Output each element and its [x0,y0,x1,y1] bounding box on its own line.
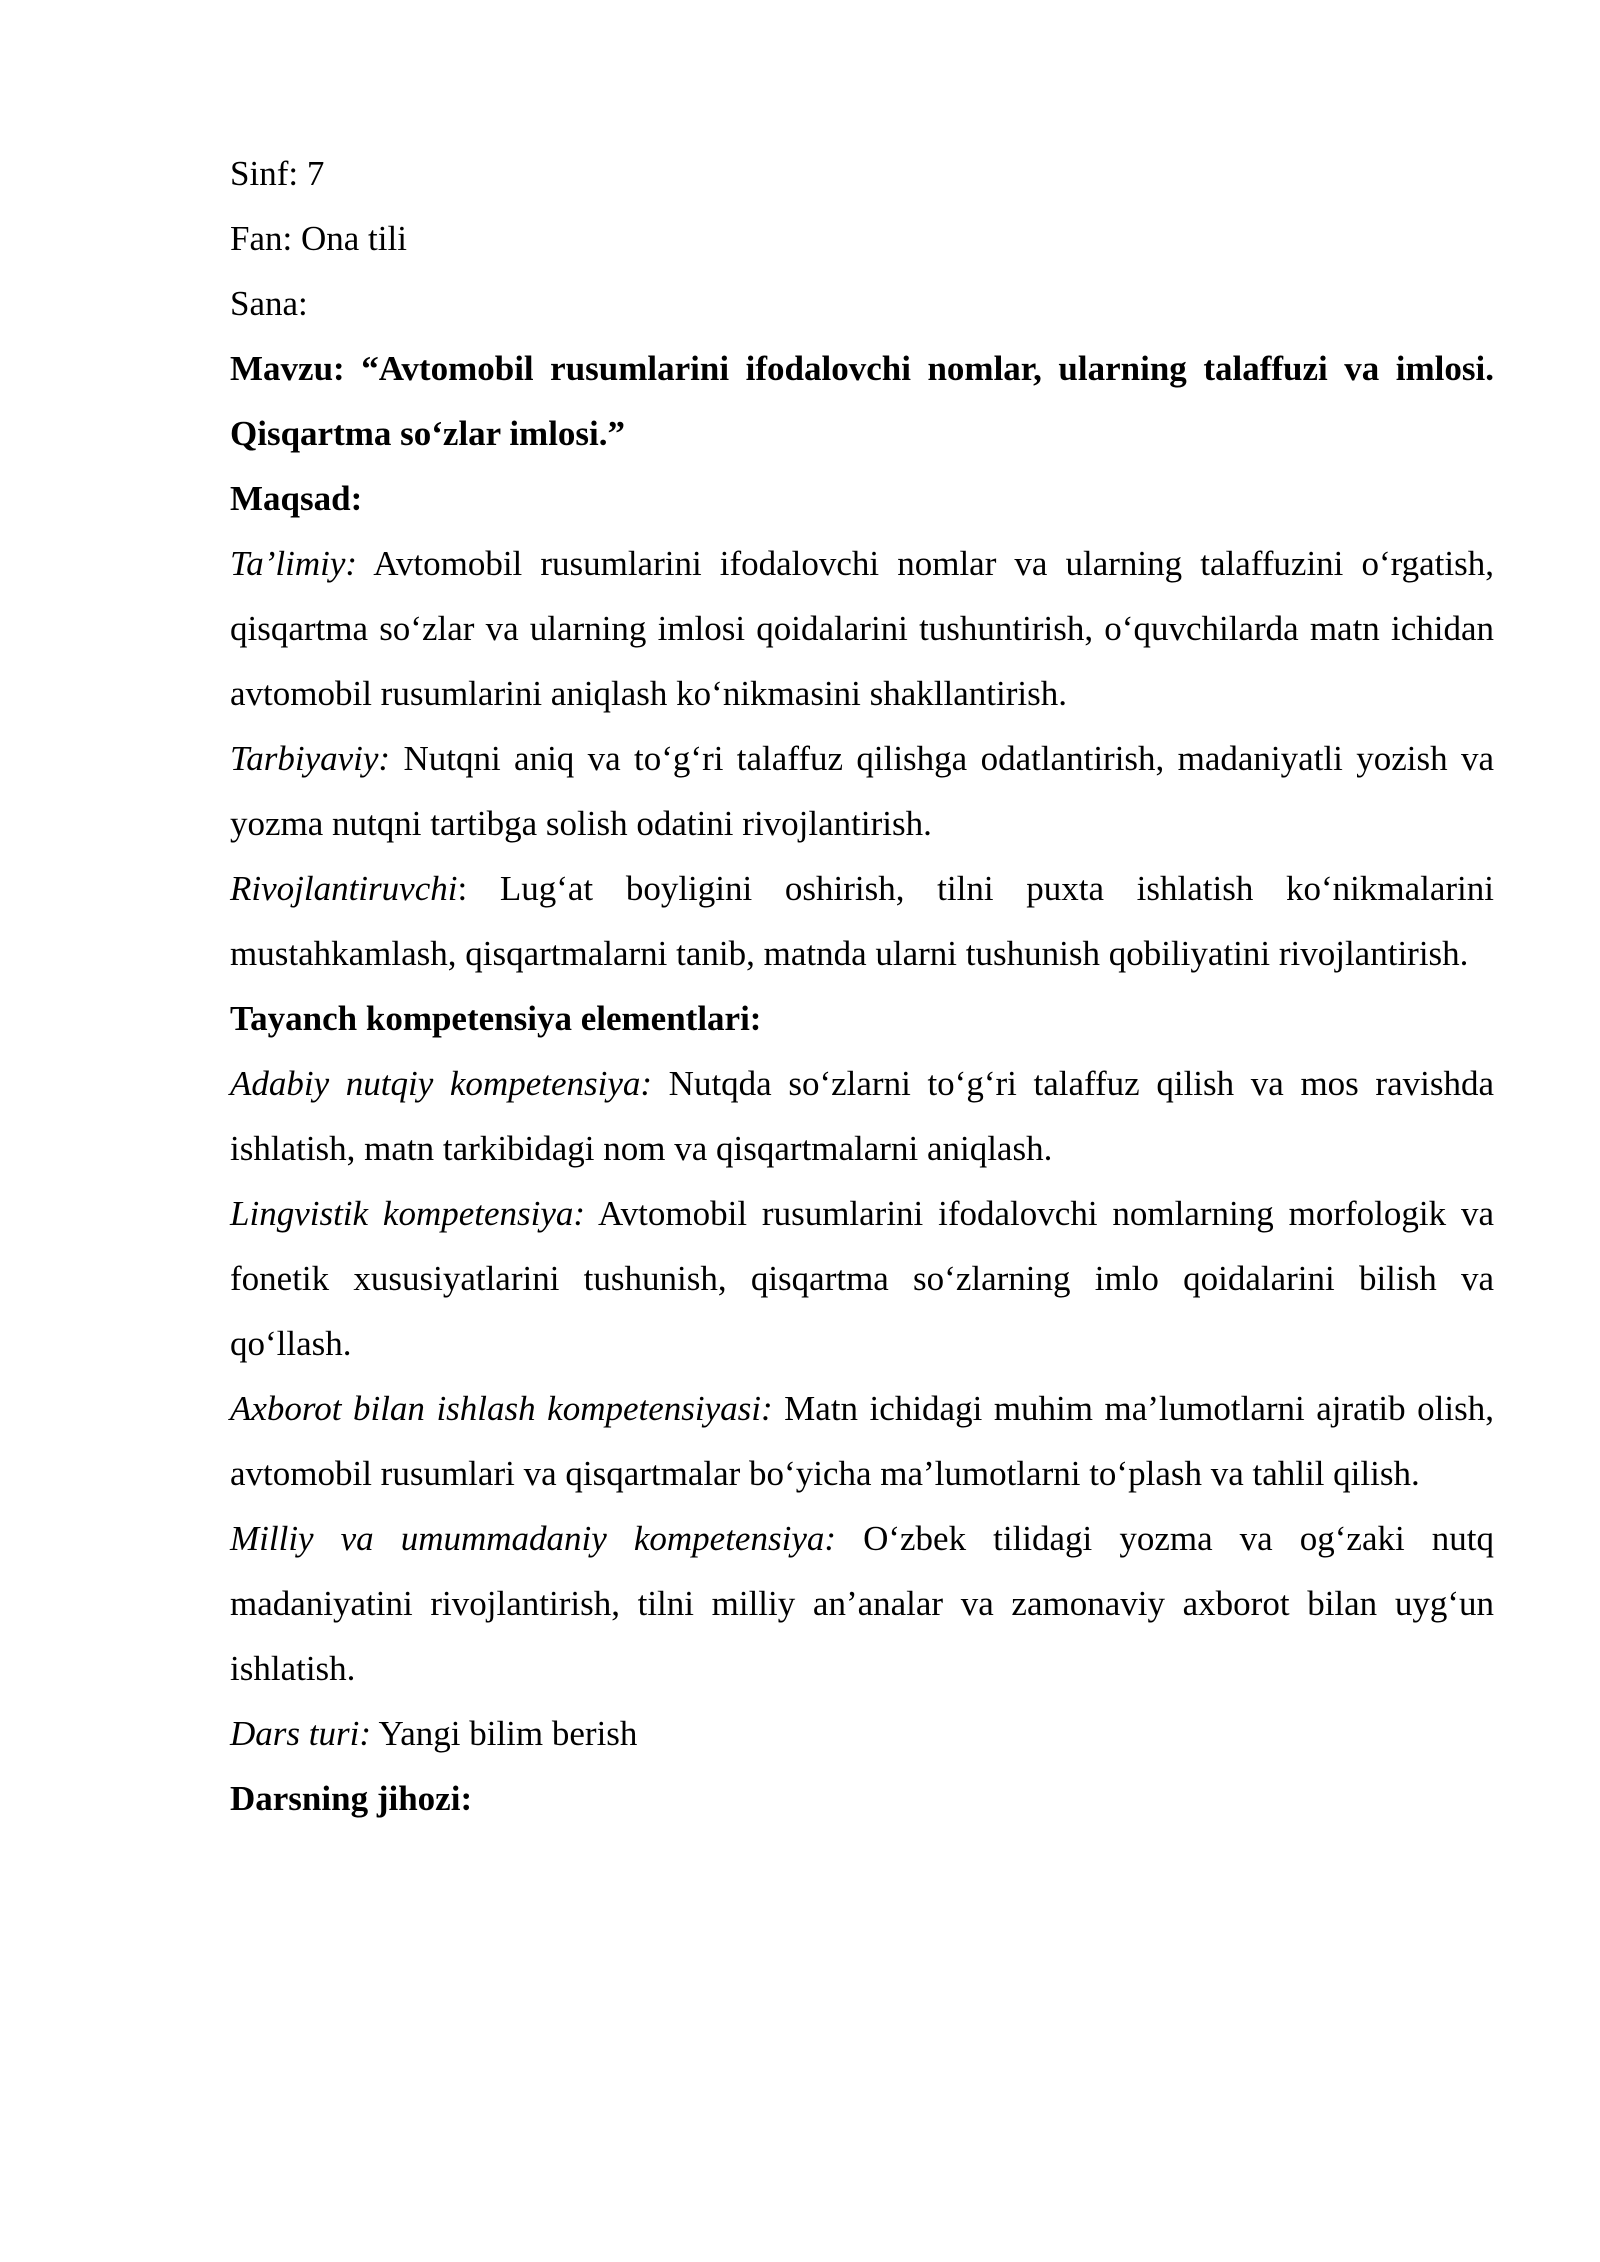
competencies-heading: Tayanch kompetensiya elementlari: [230,999,762,1038]
educational-goal-label: Ta’limiy: [230,544,358,583]
developmental-goal-text: : Lug‘at boyligini oshirish, tilni puxta ishlatish ko‘nikmalarini mustahkamlash, qisqartmalarni tanib, matnda ularni tushunish qobiliyatini rivojlantirish. [230,869,1494,973]
topic-paragraph [230,336,1494,466]
developmental-goal-label: Rivojlantiruvchi [230,869,458,908]
equipment-heading: Darsning jihozi: [230,1779,473,1818]
upbringing-goal-label: Tarbiyaviy: [230,739,391,778]
literary-competency-text: Nutqda so‘zlarni to‘g‘ri talaffuz qilish va mos ravishda ishlatish, matn tarkibidagi nom va qisqartmalarni aniqlash. [230,1064,1495,1168]
goals-heading: Maqsad: [230,479,363,518]
cultural-competency-text: O‘zbek tilidagi yozma va og‘zaki nutq madaniyatini rivojlantirish, tilni milliy an’analar va zamonaviy axborot bilan uyg‘un ishlatish. [230,1519,1494,1688]
lesson-type-label: Dars turi: [230,1714,371,1753]
date-line: Sana: [230,284,308,323]
educational-goal [230,531,1494,726]
lesson-type-text: Yangi bilim berish [371,1714,638,1753]
cultural-competency [230,1506,1494,1701]
class-line: Sinf: 7 [230,154,325,193]
linguistic-competency [230,1181,1494,1376]
cultural-competency-label: Milliy va umummadaniy kompetensiya: [230,1519,837,1558]
document-page [230,141,1494,1831]
developmental-goal [230,856,1494,986]
information-competency-label: Axborot bilan ishlash kompetensiyasi: [230,1389,773,1428]
literary-competency-label: Adabiy nutqiy kompetensiya: [230,1064,653,1103]
information-competency-text: Matn ichidagi muhim ma’lumotlarni ajratib olish, avtomobil rusumlari va qisqartmalar bo‘yicha ma’lumotlarni to‘plash va tahlil qilish. [230,1389,1494,1493]
linguistic-competency-text: Avtomobil rusumlarini ifodalovchi nomlarning morfologik va fonetik xususiyatlarini tushunish, qisqartma so‘zlarning imlo qoidalarini bilish va qo‘llash. [230,1194,1494,1363]
linguistic-competency-label: Lingvistik kompetensiya: [230,1194,586,1233]
literary-competency [230,1051,1494,1181]
information-competency [230,1376,1494,1506]
subject-line: Fan: Ona tili [230,219,407,258]
upbringing-goal [230,726,1494,856]
topic-label: Mavzu: [230,349,345,388]
upbringing-goal-text: Nutqni aniq va to‘g‘ri talaffuz qilishga odatlantirish, madaniyatli yozish va yozma nutqni tartibga solish odatini rivojlantirish. [230,739,1494,843]
educational-goal-text: Avtomobil rusumlarini ifodalovchi nomlar va ularning talaffuzini o‘rgatish, qisqartma so‘zlar va ularning imlosi qoidalarini tushuntirish, o‘quvchilarda matn ichidan avtomobil rusumlarini aniqlash ko‘nikmasini shakllantirish. [230,544,1494,713]
topic-text: “Avtomobil rusumlarini ifodalovchi nomlar, ularning talaffuzi va imlosi. Qisqartma so‘zlar imlosi.” [230,349,1494,453]
lesson-type [230,1701,1494,1766]
